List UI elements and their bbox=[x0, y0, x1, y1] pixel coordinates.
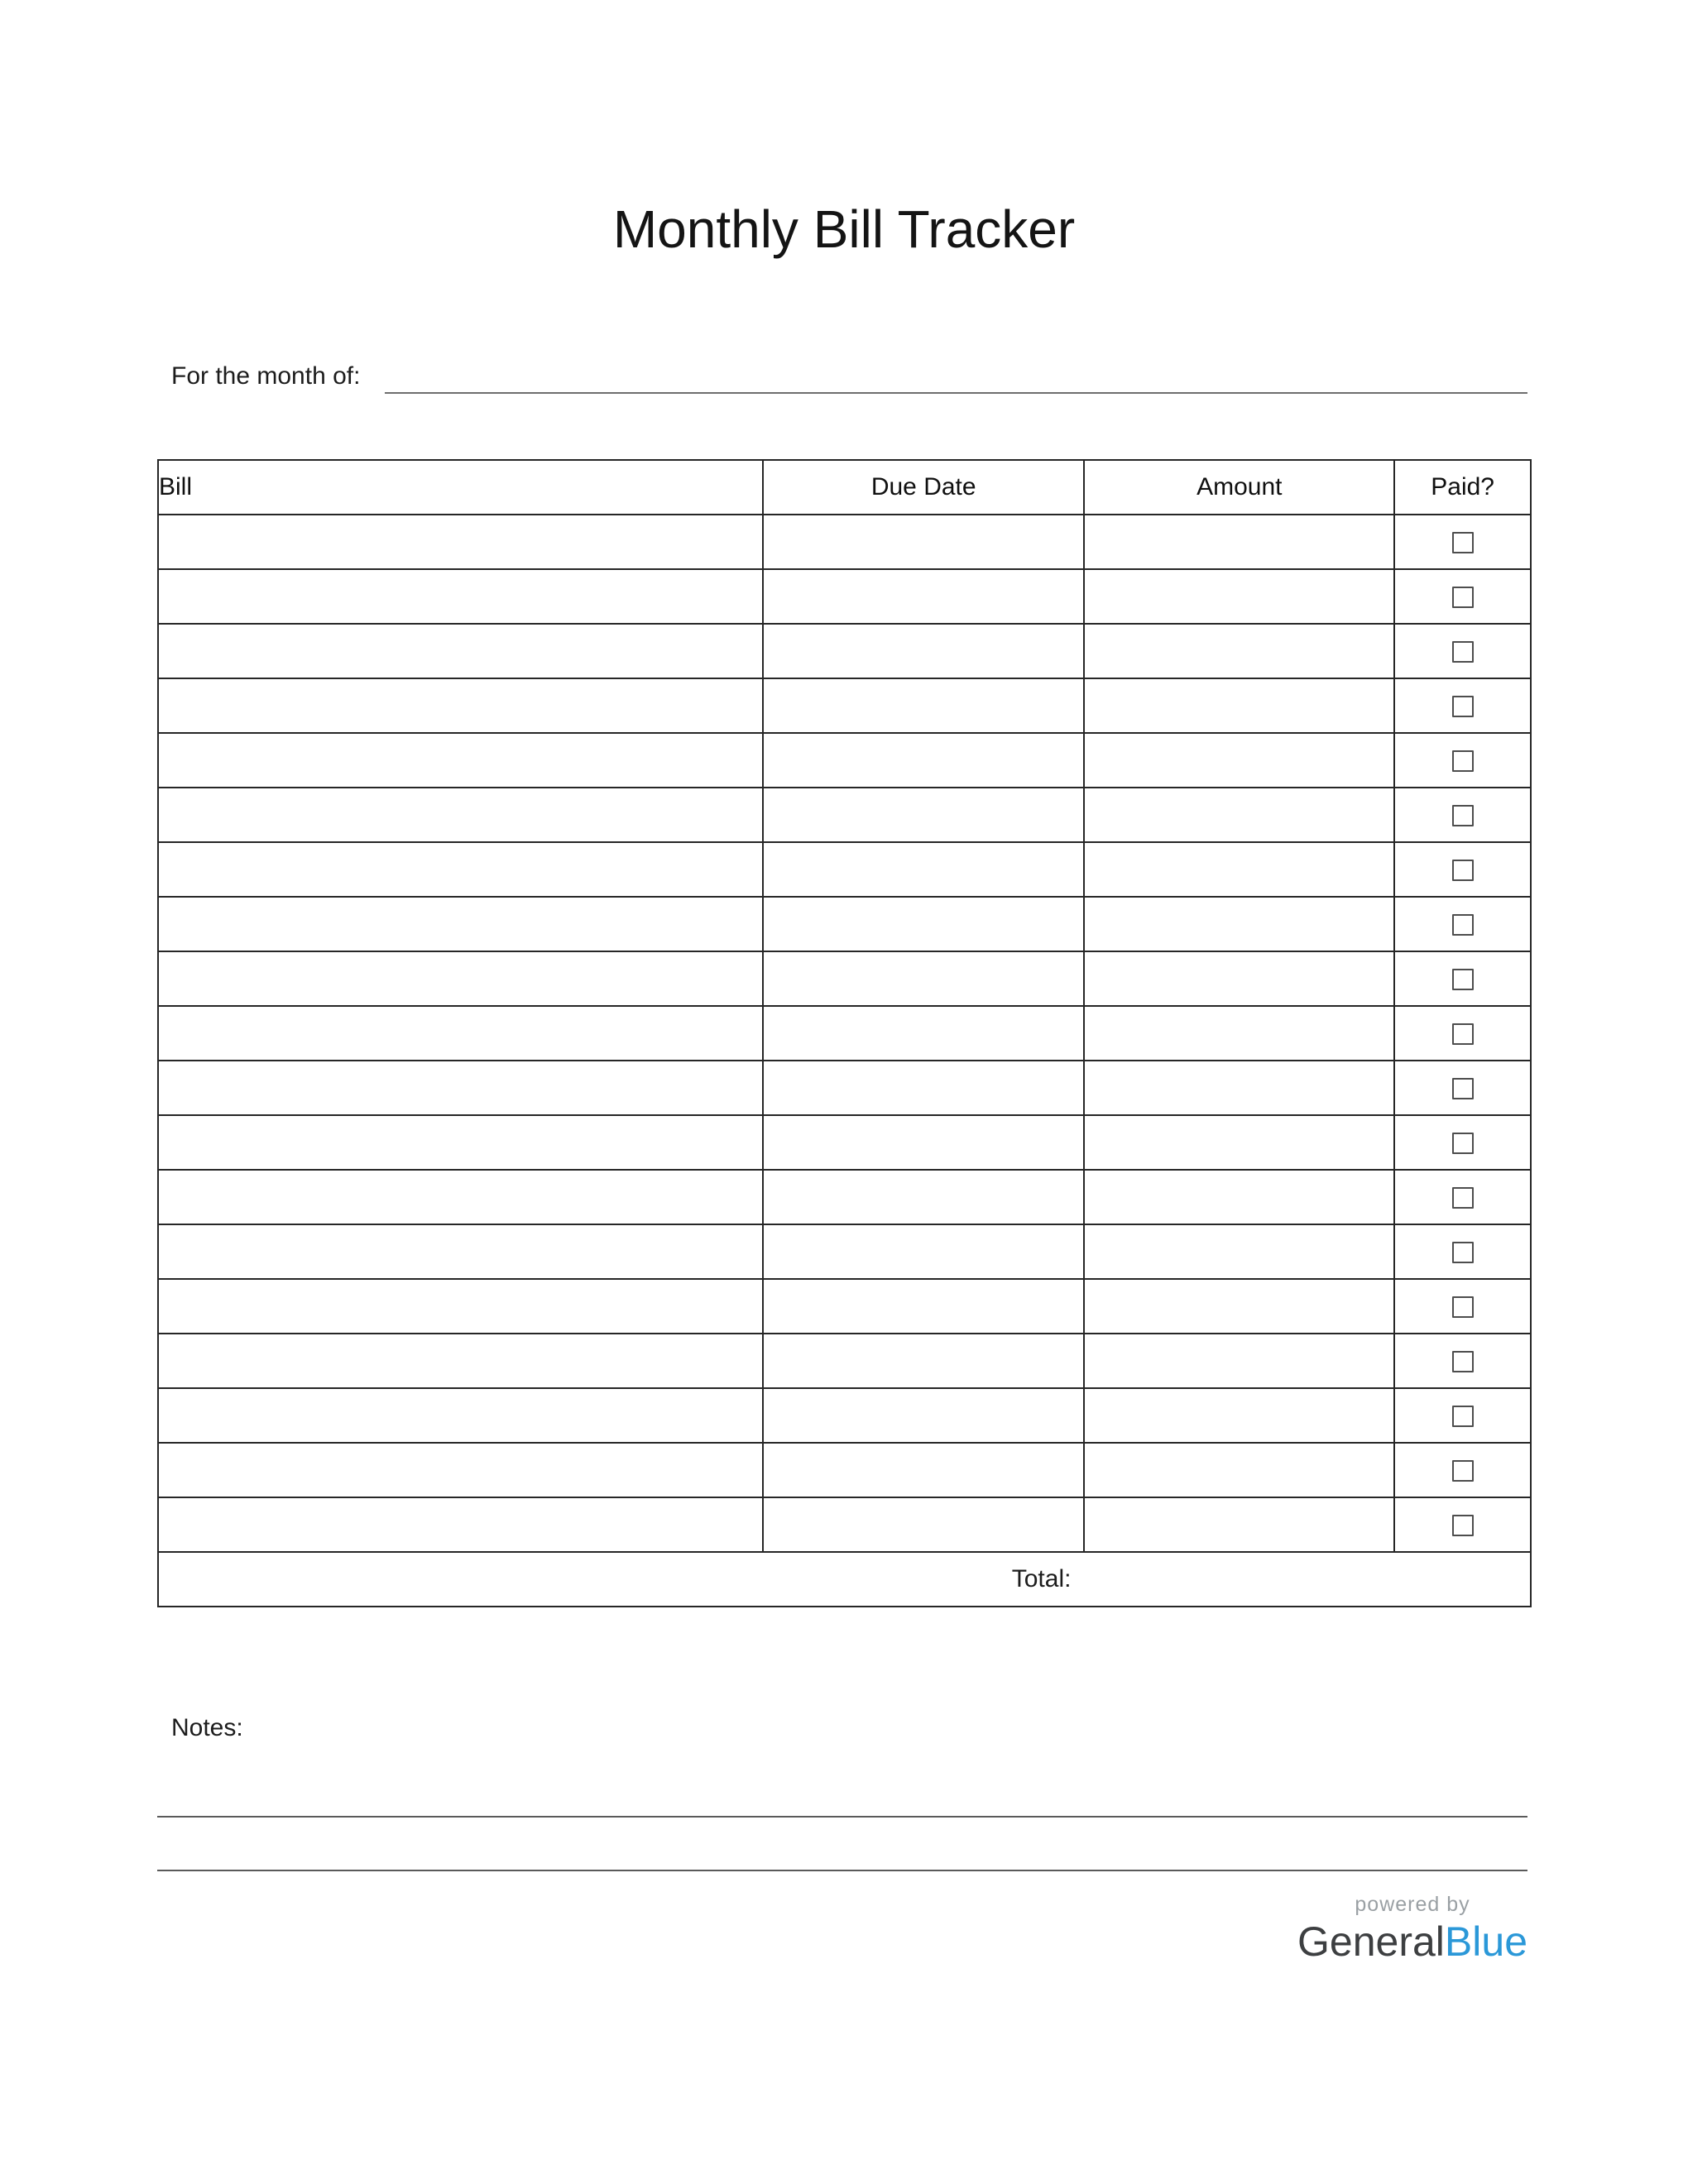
bill-cell[interactable] bbox=[158, 951, 763, 1006]
paid-cell[interactable] bbox=[1394, 1443, 1531, 1497]
paid-checkbox[interactable] bbox=[1452, 1460, 1474, 1482]
header-due-date: Due Date bbox=[763, 460, 1084, 515]
paid-cell[interactable] bbox=[1394, 1061, 1531, 1115]
due-date-cell[interactable] bbox=[763, 1006, 1084, 1061]
table-row bbox=[158, 1115, 1531, 1170]
bill-cell[interactable] bbox=[158, 1170, 763, 1224]
table-row bbox=[158, 1388, 1531, 1443]
paid-checkbox[interactable] bbox=[1452, 805, 1474, 826]
bill-cell[interactable] bbox=[158, 515, 763, 569]
paid-checkbox[interactable] bbox=[1452, 1296, 1474, 1318]
bill-cell[interactable] bbox=[158, 1388, 763, 1443]
paid-cell[interactable] bbox=[1394, 788, 1531, 842]
table-row bbox=[158, 624, 1531, 678]
table-row bbox=[158, 733, 1531, 788]
table-row bbox=[158, 1224, 1531, 1279]
paid-checkbox[interactable] bbox=[1452, 1078, 1474, 1099]
paid-cell[interactable] bbox=[1394, 1279, 1531, 1334]
paid-checkbox[interactable] bbox=[1452, 750, 1474, 772]
bills-tbody bbox=[158, 515, 1531, 1552]
paid-cell[interactable] bbox=[1394, 842, 1531, 897]
bill-cell[interactable] bbox=[158, 1334, 763, 1388]
amount-cell[interactable] bbox=[1084, 1443, 1394, 1497]
due-date-cell[interactable] bbox=[763, 1388, 1084, 1443]
due-date-cell[interactable] bbox=[763, 1443, 1084, 1497]
paid-checkbox[interactable] bbox=[1452, 1187, 1474, 1209]
notes-line-1[interactable] bbox=[157, 1816, 1527, 1818]
amount-cell[interactable] bbox=[1084, 1497, 1394, 1552]
due-date-cell[interactable] bbox=[763, 788, 1084, 842]
paid-checkbox[interactable] bbox=[1452, 1133, 1474, 1154]
amount-cell[interactable] bbox=[1084, 842, 1394, 897]
bill-cell[interactable] bbox=[158, 1443, 763, 1497]
amount-cell[interactable] bbox=[1084, 788, 1394, 842]
brand-general-text: General bbox=[1297, 1918, 1445, 1965]
amount-cell[interactable] bbox=[1084, 1334, 1394, 1388]
table-row bbox=[158, 1279, 1531, 1334]
table-row bbox=[158, 1061, 1531, 1115]
bill-cell[interactable] bbox=[158, 1006, 763, 1061]
amount-cell[interactable] bbox=[1084, 515, 1394, 569]
paid-cell[interactable] bbox=[1394, 1170, 1531, 1224]
amount-cell[interactable] bbox=[1084, 1061, 1394, 1115]
paid-cell[interactable] bbox=[1394, 1115, 1531, 1170]
table-row bbox=[158, 1334, 1531, 1388]
paid-checkbox[interactable] bbox=[1452, 696, 1474, 717]
due-date-cell[interactable] bbox=[763, 951, 1084, 1006]
header-bill: Bill bbox=[158, 460, 763, 515]
month-label: For the month of: bbox=[171, 362, 361, 390]
due-date-cell[interactable] bbox=[763, 1061, 1084, 1115]
due-date-cell[interactable] bbox=[763, 678, 1084, 733]
paid-cell[interactable] bbox=[1394, 1497, 1531, 1552]
due-date-cell[interactable] bbox=[763, 842, 1084, 897]
due-date-cell[interactable] bbox=[763, 733, 1084, 788]
table-row bbox=[158, 1497, 1531, 1552]
amount-cell[interactable] bbox=[1084, 569, 1394, 624]
table-row bbox=[158, 788, 1531, 842]
amount-cell[interactable] bbox=[1084, 1388, 1394, 1443]
bill-cell[interactable] bbox=[158, 842, 763, 897]
paid-cell[interactable] bbox=[1394, 897, 1531, 951]
header-paid: Paid? bbox=[1394, 460, 1531, 515]
month-input-line[interactable] bbox=[385, 351, 1527, 394]
bill-cell[interactable] bbox=[158, 678, 763, 733]
paid-cell[interactable] bbox=[1394, 515, 1531, 569]
table-row bbox=[158, 569, 1531, 624]
paid-cell[interactable] bbox=[1394, 733, 1531, 788]
paid-checkbox[interactable] bbox=[1452, 532, 1474, 553]
header-row bbox=[158, 460, 1531, 515]
table-row bbox=[158, 842, 1531, 897]
due-date-cell[interactable] bbox=[763, 569, 1084, 624]
paid-checkbox[interactable] bbox=[1452, 1242, 1474, 1263]
paid-cell[interactable] bbox=[1394, 1334, 1531, 1388]
amount-cell[interactable] bbox=[1084, 951, 1394, 1006]
table-row bbox=[158, 1006, 1531, 1061]
bill-cell[interactable] bbox=[158, 1224, 763, 1279]
amount-cell[interactable] bbox=[1084, 1006, 1394, 1061]
bill-cell[interactable] bbox=[158, 788, 763, 842]
bill-cell[interactable] bbox=[158, 569, 763, 624]
paid-checkbox[interactable] bbox=[1452, 969, 1474, 990]
paid-cell[interactable] bbox=[1394, 624, 1531, 678]
amount-cell[interactable] bbox=[1084, 1279, 1394, 1334]
amount-cell[interactable] bbox=[1084, 897, 1394, 951]
paid-checkbox[interactable] bbox=[1452, 1406, 1474, 1427]
paid-checkbox[interactable] bbox=[1452, 1023, 1474, 1045]
paid-checkbox[interactable] bbox=[1452, 641, 1474, 663]
header-amount: Amount bbox=[1084, 460, 1394, 515]
paid-cell[interactable] bbox=[1394, 1006, 1531, 1061]
due-date-cell[interactable] bbox=[763, 1170, 1084, 1224]
amount-cell[interactable] bbox=[1084, 733, 1394, 788]
amount-cell[interactable] bbox=[1084, 678, 1394, 733]
brand-logo bbox=[1297, 1920, 1527, 1963]
paid-checkbox[interactable] bbox=[1452, 914, 1474, 936]
table-row bbox=[158, 897, 1531, 951]
paid-cell[interactable] bbox=[1394, 678, 1531, 733]
due-date-cell[interactable] bbox=[763, 1279, 1084, 1334]
bill-cell[interactable] bbox=[158, 624, 763, 678]
bill-cell[interactable] bbox=[158, 1497, 763, 1552]
paid-checkbox[interactable] bbox=[1452, 1351, 1474, 1372]
paid-cell[interactable] bbox=[1394, 951, 1531, 1006]
table-row bbox=[158, 1170, 1531, 1224]
table-row bbox=[158, 1443, 1531, 1497]
amount-cell[interactable] bbox=[1084, 1170, 1394, 1224]
table-row bbox=[158, 678, 1531, 733]
total-row bbox=[158, 1552, 1531, 1607]
page-title: Monthly Bill Tracker bbox=[612, 199, 1076, 259]
bills-table bbox=[157, 459, 1532, 1607]
paid-cell[interactable] bbox=[1394, 569, 1531, 624]
paid-checkbox[interactable] bbox=[1452, 1515, 1474, 1536]
paid-cell[interactable] bbox=[1394, 1224, 1531, 1279]
month-row bbox=[171, 351, 1527, 394]
powered-by-text: powered by bbox=[1355, 1893, 1470, 1916]
due-date-cell[interactable] bbox=[763, 1224, 1084, 1279]
brand-blue-text: Blue bbox=[1444, 1918, 1527, 1965]
due-date-cell[interactable] bbox=[763, 1115, 1084, 1170]
due-date-cell[interactable] bbox=[763, 515, 1084, 569]
total-label: Total: bbox=[1011, 1565, 1072, 1592]
notes-label: Notes: bbox=[171, 1714, 243, 1741]
bill-cell[interactable] bbox=[158, 1115, 763, 1170]
notes-line-2[interactable] bbox=[157, 1870, 1527, 1871]
table-row bbox=[158, 515, 1531, 569]
amount-cell[interactable] bbox=[1084, 1224, 1394, 1279]
due-date-cell[interactable] bbox=[763, 1334, 1084, 1388]
table-row bbox=[158, 951, 1531, 1006]
bill-cell[interactable] bbox=[158, 733, 763, 788]
bill-cell[interactable] bbox=[158, 897, 763, 951]
due-date-cell[interactable] bbox=[763, 1497, 1084, 1552]
bill-cell[interactable] bbox=[158, 1061, 763, 1115]
bill-cell[interactable] bbox=[158, 1279, 763, 1334]
amount-cell[interactable] bbox=[1084, 1115, 1394, 1170]
paid-checkbox[interactable] bbox=[1452, 587, 1474, 608]
footer-brand bbox=[1297, 1893, 1527, 1963]
due-date-cell[interactable] bbox=[763, 624, 1084, 678]
paid-cell[interactable] bbox=[1394, 1388, 1531, 1443]
paid-checkbox[interactable] bbox=[1452, 860, 1474, 881]
due-date-cell[interactable] bbox=[763, 897, 1084, 951]
amount-cell[interactable] bbox=[1084, 624, 1394, 678]
